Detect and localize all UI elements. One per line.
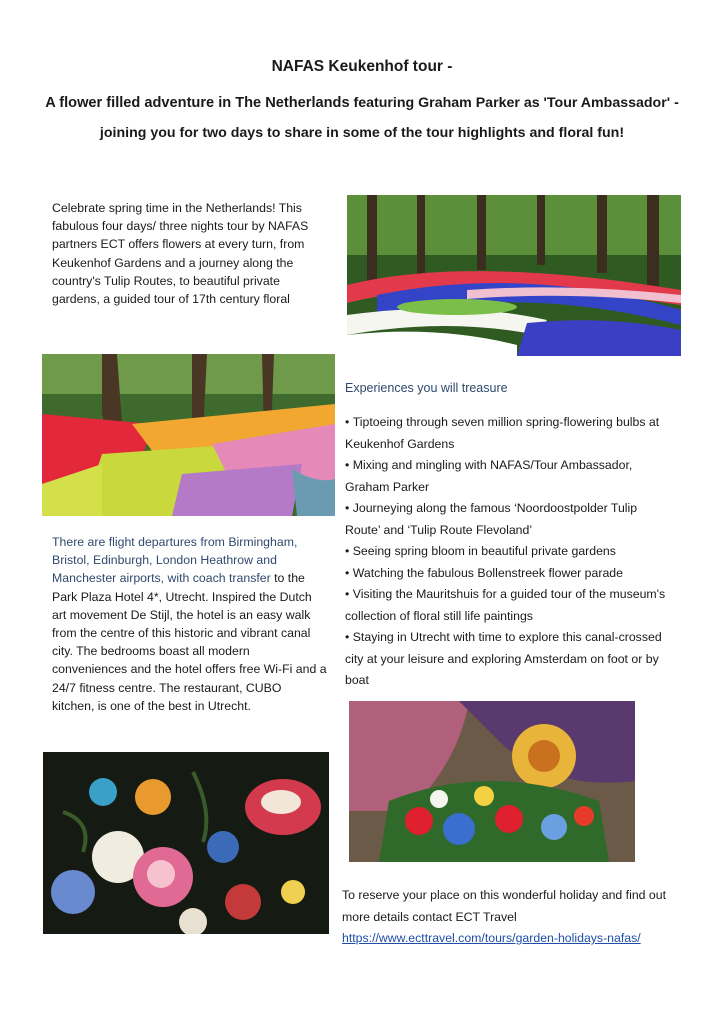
reserve-paragraph [342,885,672,950]
floral-still-life-painting-photo [43,752,329,934]
page-title: NAFAS Keukenhof tour - [271,58,453,75]
list-item: • Mixing and mingling with NAFAS/Tour Ambassador, Graham Parker [345,455,675,498]
subtitle-rest: featuring Graham Parker as 'Tour Ambassador' - joining you for two days to share in some of the tour highlights and floral fun! [99,95,679,141]
reserve-text: To reserve your place on this wonderful holiday and find out more details contact ECT Travel [342,888,667,924]
flights-paragraph [52,533,327,715]
flights-departures-text: There are flight departures from Birmingham, Bristol, Edinburgh, London Heathrow and Manchester airports, with coach transfer [52,535,298,586]
list-item: • Journeying along the famous ‘Noordoostpolder Tulip Route’ and ‘Tulip Route Flevoland’ [345,498,675,541]
list-item: • Visiting the Mauritshuis for a guided tour of the museum's collection of floral still life paintings [345,584,675,627]
flights-hotel-text: to the Park Plaza Hotel 4*, Utrecht. Inspired the Dutch art movement De Stijl, the hotel is an easy walk from the centre of this historic and vibrant canal city. The bedrooms boast all modern conveniences and the hotel offers free Wi-Fi and a 24/7 fitness centre. The restaurant, CUBO kitchen, is one of the best in Utrecht. [52,571,327,713]
ect-travel-link[interactable]: https://www.ecttravel.com/tours/garden-holidays-nafas/ [342,931,641,945]
page-subtitle [38,88,686,148]
experiences-heading: Experiences you will treasure [345,381,508,395]
keukenhof-gardens-photo [347,195,681,356]
list-item: • Watching the fabulous Bollenstreek flower parade [345,563,675,585]
intro-paragraph: Celebrate spring time in the Netherlands! This fabulous four days/ three nights tour by NAFAS partners ECT offers flowers at every turn, from Keukenhof Gardens and a journey along the country's Tulip Routes, to beautiful private gardens, a guided tour of 17th century floral [52,201,309,307]
list-item: • Tiptoeing through seven million spring-flowering bulbs at Keukenhof Gardens [345,412,675,455]
subtitle-lead: A flower filled adventure in The Netherlands [45,95,350,111]
flower-parade-float-photo [349,701,635,862]
list-item: • Staying in Utrecht with time to explore this canal-crossed city at your leisure and exploring Amsterdam on foot or by boat [345,627,675,692]
flower-garden-trees-photo [42,354,335,516]
list-item: • Seeing spring bloom in beautiful private gardens [345,541,675,563]
experiences-list [345,412,675,692]
